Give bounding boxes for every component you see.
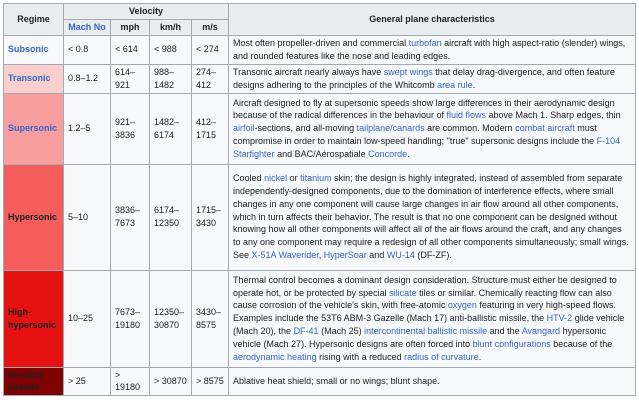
- description-text: (Mach 25): [318, 325, 365, 336]
- description-text: Transonic aircraft nearly always have: [233, 66, 384, 77]
- row-transonic: [4, 64, 636, 93]
- description-cell: [229, 367, 636, 396]
- mph-cell: < 614: [111, 35, 150, 64]
- description-text: must compromise in order to maintain low-speed handling; "true" supersonic designs include the: [233, 123, 597, 146]
- header-characteristics: General plane characteristics: [229, 4, 636, 36]
- regime-subsonic-link[interactable]: Subsonic: [4, 35, 64, 64]
- mph-cell: 7673–19180: [111, 270, 150, 367]
- article-link[interactable]: titanium: [300, 173, 332, 184]
- description-cell: [229, 164, 636, 270]
- description-text: rising with a reduced: [316, 351, 405, 362]
- article-link[interactable]: swept wings: [383, 66, 433, 77]
- ms-cell: 274–412: [192, 64, 229, 93]
- mph-cell: > 19180: [111, 367, 150, 396]
- ms-cell: 3430–8575: [192, 270, 229, 367]
- article-link[interactable]: fluid flows: [446, 110, 487, 121]
- kmh-cell: 12350–30870: [150, 270, 192, 367]
- article-link[interactable]: tailplane/canards: [356, 123, 425, 134]
- row-hypersonic: [4, 164, 636, 270]
- description-cell: [229, 64, 636, 93]
- regime-hypersonic-link[interactable]: Hypersonic: [4, 164, 64, 270]
- article-link[interactable]: F-104 Starfighter: [233, 135, 621, 159]
- description-text: ,: [318, 250, 324, 261]
- regime-high-hypersonic-link[interactable]: High-hypersonic: [4, 270, 64, 367]
- description-text: glide vehicle (Mach 20), the: [233, 313, 625, 336]
- article-link[interactable]: airfoil: [233, 123, 255, 134]
- description-cell: [229, 270, 636, 367]
- description-text: .: [478, 351, 482, 362]
- description-text: that delay drag-divergence, and often feature designs adhering to the principles of the Whitcomb: [233, 66, 615, 90]
- description-cell: [229, 35, 636, 64]
- header-regime: Regime: [4, 4, 64, 36]
- description-text: skin; the design is highly integrated, instead of assembled from separate independently-designed components, due to the domination of interference effects, where small changes in any one component will cause large changes in air flow around all other components, which in turn affects their behavior. The result is that no one component can be designed without knowing how all other components will affect all of the air flows around the craft, and any changes to any one component may require a redesign of all other components simultaneously; small wings. See: [233, 173, 629, 261]
- header-velocity: Velocity: [64, 4, 229, 20]
- speed-regime-table: [3, 3, 636, 396]
- header-row-top: [4, 4, 636, 20]
- header-mph: mph: [111, 19, 150, 35]
- regime-reentry-link[interactable]: Re-entry speeds: [4, 367, 64, 396]
- description-text: -sections, and all-moving: [254, 123, 357, 134]
- ms-cell: > 8575: [192, 367, 229, 396]
- description-text: (DF-ZF).: [414, 250, 452, 261]
- mach-cell: > 25: [64, 367, 111, 396]
- article-link[interactable]: aerodynamic heating: [233, 351, 317, 362]
- article-link[interactable]: HTV-2: [546, 313, 573, 324]
- ms-cell: 1715–3430: [192, 164, 229, 270]
- row-subsonic: [4, 35, 636, 64]
- mach-cell: 1.2–5: [64, 93, 111, 164]
- row-high-hypersonic: [4, 270, 636, 367]
- description-text: Aircraft designed to fly at supersonic speeds show large differences in their aerodynamic design because of the radical differences in the behaviour of: [233, 97, 615, 121]
- regime-supersonic-link[interactable]: Supersonic: [4, 93, 64, 164]
- description-text: Ablative heat shield; small or no wings; blunt shape.: [233, 375, 440, 386]
- row-supersonic: [4, 93, 636, 164]
- article-link[interactable]: turbofan: [408, 37, 442, 48]
- kmh-cell: 988–1482: [150, 64, 192, 93]
- article-link[interactable]: Concorde: [368, 148, 408, 159]
- article-link[interactable]: silicate: [389, 287, 417, 298]
- ms-cell: 412–1715: [192, 93, 229, 164]
- description-text: Most often propeller-driven and commercial: [233, 37, 409, 48]
- description-text: because of the: [550, 338, 613, 349]
- mach-cell: 5–10: [64, 164, 111, 270]
- description-text: and BAC/Aérospatiale: [274, 148, 369, 159]
- regime-transonic-link[interactable]: Transonic: [4, 64, 64, 93]
- description-text: .: [407, 148, 410, 159]
- description-text: hypersonic vehicle (Mach 27). Hypersonic designs are often forced into: [233, 325, 607, 349]
- kmh-cell: > 30870: [150, 367, 192, 396]
- article-link[interactable]: intercontinental ballistic missile: [364, 325, 488, 336]
- description-text: featuring in very high-speed flows. Examples include the 53T6 ABM-3 Gazelle (Mach 17) anti-ballistic missile, the: [233, 300, 616, 324]
- mach-cell: 0.8–1.2: [64, 64, 111, 93]
- kmh-cell: 6174–12350: [150, 164, 192, 270]
- header-mach-link[interactable]: Mach No: [64, 19, 111, 35]
- ms-cell: < 274: [192, 35, 229, 64]
- description-text: aircraft with high aspect-ratio (slender) wings, and rounded features like the nose and leading edges.: [233, 37, 626, 61]
- article-link[interactable]: HyperSoar: [323, 250, 367, 261]
- kmh-cell: 1482–6174: [150, 93, 192, 164]
- mph-cell: 921–3836: [111, 93, 150, 164]
- description-cell: [229, 93, 636, 164]
- article-link[interactable]: X-51A Waverider: [251, 250, 319, 261]
- article-link[interactable]: Avangard: [521, 325, 561, 336]
- article-link[interactable]: WU-14: [386, 250, 415, 261]
- description-text: .: [472, 79, 476, 90]
- mph-cell: 3836–7673: [111, 164, 150, 270]
- description-text: above Mach 1. Sharp edges, thin: [486, 110, 621, 121]
- article-link[interactable]: area rule: [437, 79, 473, 90]
- description-text: Cooled: [233, 173, 265, 184]
- kmh-cell: < 988: [150, 35, 192, 64]
- article-link[interactable]: DF-41: [293, 325, 319, 336]
- description-text: tiles or similar. Chemically reacting flow can also cause corrosion of the vehicle's skin, with free-atomic: [233, 287, 612, 311]
- mach-cell: < 0.8: [64, 35, 111, 64]
- description-text: are common. Modern: [424, 123, 516, 134]
- description-text: or: [287, 173, 301, 184]
- header-ms: m/s: [192, 19, 229, 35]
- row-reentry: [4, 367, 636, 396]
- article-link[interactable]: blunt configurations: [472, 338, 551, 349]
- mph-cell: 614–921: [111, 64, 150, 93]
- description-text: Thermal control becomes a dominant design consideration. Structure must either be designed to operate hot, or be protected by special: [233, 274, 617, 298]
- article-link[interactable]: combat aircraft: [515, 123, 575, 134]
- article-link[interactable]: nickel: [264, 173, 288, 184]
- article-link[interactable]: radius of curvature: [404, 351, 479, 362]
- description-text: and: [366, 250, 387, 261]
- mach-cell: 10–25: [64, 270, 111, 367]
- header-kmh: km/h: [150, 19, 192, 35]
- article-link[interactable]: oxygen: [447, 300, 477, 311]
- description-text: and the: [487, 325, 522, 336]
